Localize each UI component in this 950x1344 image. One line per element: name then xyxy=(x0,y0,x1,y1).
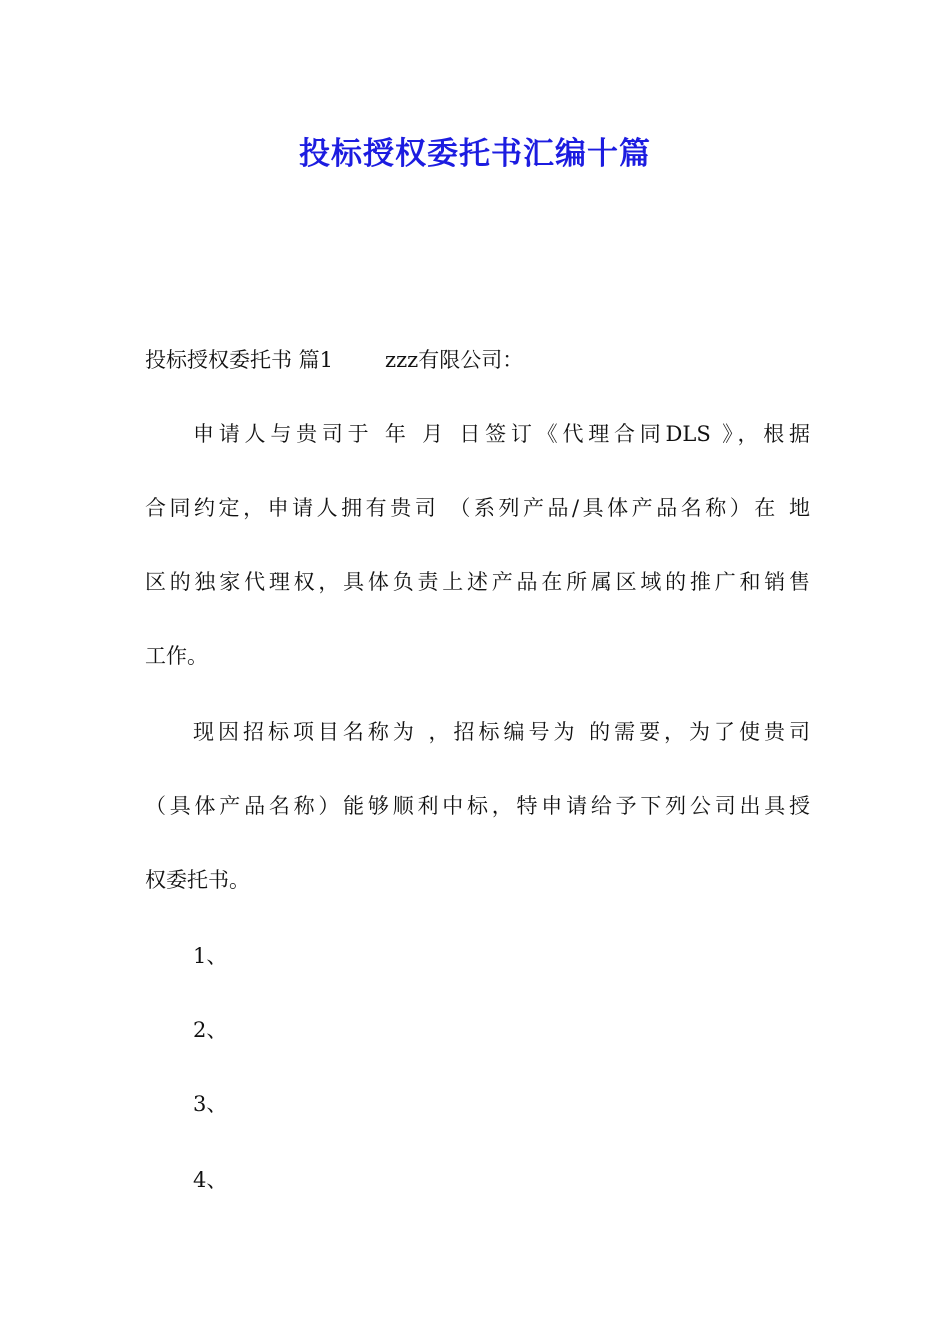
list-item: 4、 xyxy=(193,1168,228,1192)
list-item: 3、 xyxy=(193,1092,228,1116)
document-title: 投标授权委托书汇编十篇 xyxy=(299,136,651,172)
section-heading xyxy=(145,340,810,380)
paragraph2-line1: 现因招标项目名称为 ，招标编号为 的需要，为了使贵司 xyxy=(193,720,810,744)
section-heading-label: 投标授权委托书 篇1 xyxy=(145,348,334,372)
paragraph2-line3: 权委托书。 xyxy=(145,868,250,892)
list-item: 2、 xyxy=(193,1018,228,1042)
paragraph2-line2: （具体产品名称）能够顺利中标，特申请给予下列公司出具授 xyxy=(145,794,810,818)
paragraph1-line4: 工作。 xyxy=(145,644,208,668)
paragraph1-line2: 合同约定，申请人拥有贵司 （系列产品/具体产品名称）在 地 xyxy=(145,496,810,520)
list-item: 1、 xyxy=(193,944,228,968)
paragraph1-line1: 申请人与贵司于 年 月 日签订《代理合同DLS 》，根据 xyxy=(193,422,810,446)
addressee: zzz有限公司： xyxy=(385,348,524,372)
paragraph1-line3: 区的独家代理权，具体负责上述产品在所属区域的推广和销售 xyxy=(145,570,810,594)
